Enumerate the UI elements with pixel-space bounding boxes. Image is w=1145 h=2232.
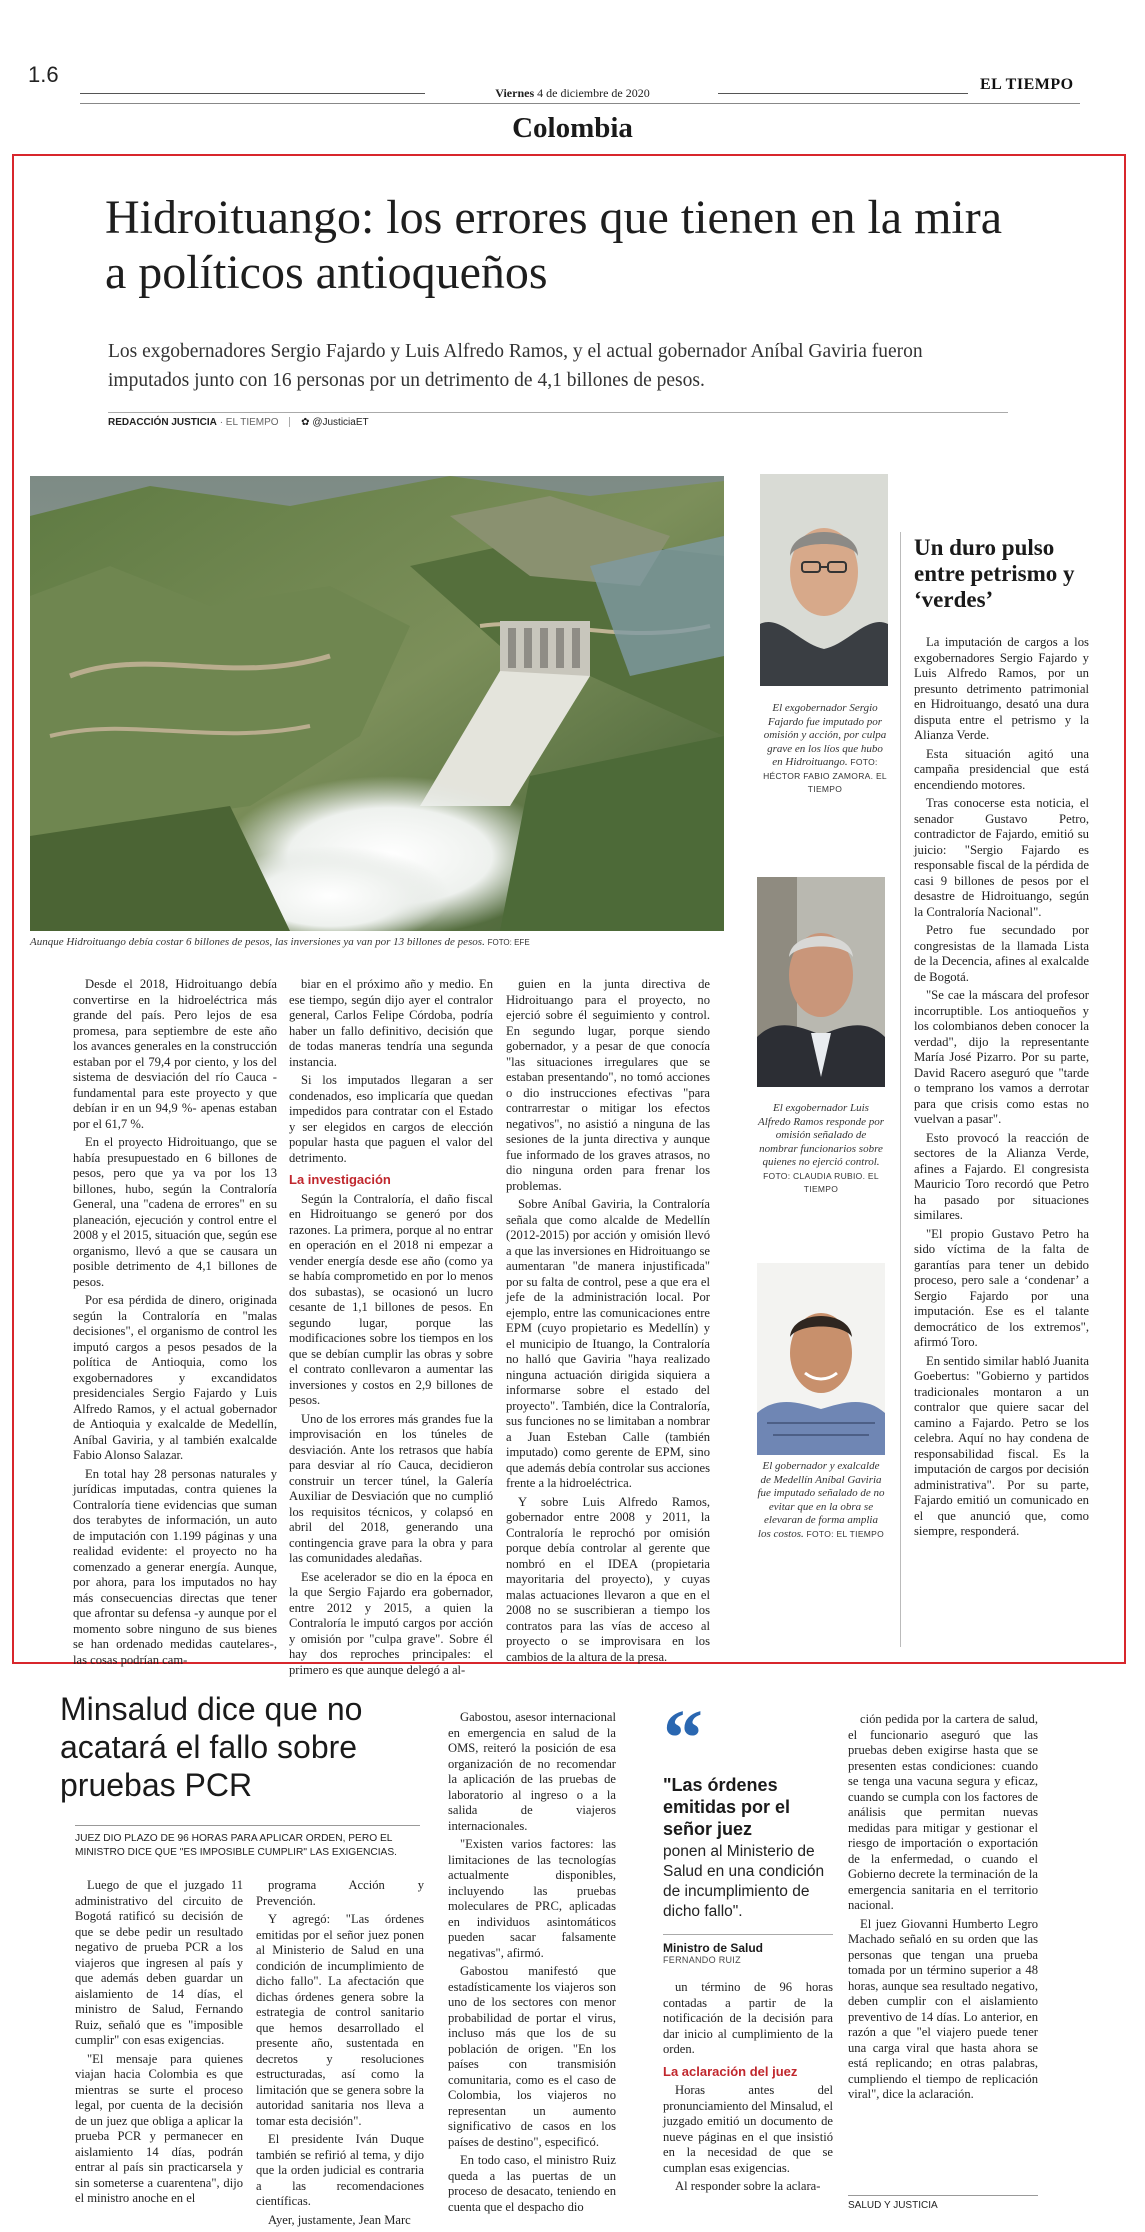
paragraph: Por esa pérdida de dinero, originada según la Contraloría en "malas decisiones", el organismo de control les imputó cargos a pesos pesados de la política de Antioquia, como los exgobernadores y excandidatos presidenciales Sergio Fajardo y Luis Alfredo Ramos, y el actual gobernador de Antioquia y exalcalde de Medellín, Aníbal Gaviria, y al también exalcalde Fabio Alonso Salazar. bbox=[73, 1293, 277, 1462]
paragraph: "El mensaje para quienes viajan hacia Colombia es que mientras se surte el proceso legal, por cuenta de la decisión de un juez que obliga a aplicar la prueba PCR y permanecer en aislamiento 14 días, podrán entrar al país sin practicarsela y sin someterse a cuarentena", dijo el ministro anoche en el bbox=[75, 2051, 243, 2205]
footer-rule bbox=[848, 2195, 1038, 2196]
portrait-ramos bbox=[757, 877, 885, 1087]
main-article-col-3 bbox=[506, 977, 710, 1668]
portrait-ramos-credit: FOTO: CLAUDIA RUBIO. EL TIEMPO bbox=[763, 1170, 879, 1194]
paragraph: "Se cae la máscara del profesor incorruptible. Los antioqueños y los colombianos deben conocer la verdad", dijo la representante María José Pizarro. Por su parte, David Racero aseguró que "tarde o temprano los vamos a derrotar para que crisis como estas no vuelvan a pasar". bbox=[914, 988, 1089, 1126]
pull-quote-rest: ponen al Ministerio de Salud en una condición de incumplimiento de dicho fallo". bbox=[663, 1843, 825, 1920]
paragraph: Según la Contraloría, el daño fiscal en Hidroituango se generó por dos razones. La primera, porque al no entrar en operación en el 2018 ni empezar a vender energía desde ese año (como ya se había comprometido en por lo menos dos subastas), se ocasionó un lucro cesante de 1,1 billones de pesos. En segundo lugar, porque las modificaciones sobre los tiempos en los que se debían cumplir las obras y sobre el contrato conllevaron a aumentar las inversiones y costos en 2,9 billones de pesos. bbox=[289, 1191, 493, 1407]
paragraph: Gabostou manifestó que estadísticamente los viajeros son uno de los sectores con menor probabilidad de portar el virus, incluso más que los de su población de origen. "En los países con transmisión comunitaria, como es el caso de Colombia, los viajeros no representan un aumento significativo de casos en los países de destino", especificó. bbox=[448, 1964, 616, 2149]
paragraph: Gabostou, asesor internacional en emergencia en salud de la OMS, reiteró la posición de esa organización de no recomendar la aplicación de las pruebas de laboratorio al ingreso o a la salida de viajeros internacionales. bbox=[448, 1710, 616, 1833]
main-headline: Hidroituango: los errores que tienen en la mira a políticos antioqueños bbox=[105, 191, 1003, 299]
quote-attribution: Ministro de Salud bbox=[663, 1941, 764, 1955]
paragraph: El juez Giovanni Humberto Legro Machado señaló en su orden que las personas que tengan una prueba tomada por un término superior a 48 horas, aunque sea resultado negativo, deben cumplir con el aislamiento preventivo de 14 días. Lo anterior, en razón a que "el viajero puede tener una carga viral que hasta ahora se está replicando; en otras palabras, cumpliendo el tiempo de replicación viral", dice la aclaración. bbox=[848, 1916, 1038, 2101]
paragraph: Esto provocó la reacción de sectores de la Alianza Verde, afines a Fajardo. El congresista Mauricio Toro recordó que Petro ha pasado por situaciones similares. bbox=[914, 1130, 1089, 1222]
paragraph: Luego de que el juzgado 11 administrativo del circuito de Bogotá ratificó su decisión de que se debe pedir un resultado negativo de prueba PCR a los viajeros que ingresen al país y que además deben guardar un aislamiento de 14 días, el ministro de Salud, Fernando Ruiz, señaló que es "imposible cumplir" con esas exigencias. bbox=[75, 1878, 243, 2047]
twitter-icon: ✿ bbox=[301, 417, 310, 428]
twitter-handle[interactable]: @JusticiaET bbox=[312, 417, 369, 428]
quote-name: FERNANDO RUIZ bbox=[663, 1955, 741, 1965]
paragraph: biar en el próximo año y medio. En ese tiempo, según dijo ayer el contralor general, Carlos Felipe Córdoba, podría haber un fallo definitivo, decisión que de todas maneras tendría una segunda instancia. bbox=[289, 977, 493, 1069]
header-rule-right bbox=[718, 93, 968, 94]
byline-rule bbox=[108, 412, 1008, 413]
sidebar-rule bbox=[900, 532, 901, 1647]
paragraph: Y agregó: "Las órdenes emitidas por el señor juez ponen al Ministerio de Salud en una condición de incumplimiento de dicho fallo". La afectación que dichas órdenes genera sobre la estrategia de control sanitario que hemos desarrollado el presente año, sustentada en decretos y resoluciones estructuradas, así como la limitación que se genera sobre la autoridad sanitaria nos lleva a tomar esta decisión". bbox=[256, 1912, 424, 2128]
paragraph: guien en la junta directiva de Hidroituango para el proyecto, no ejerció sobre él seguimiento y control. En segundo lugar, porque siendo gobernador, y a pesar de que conocía "las situaciones irregulares que se estaban presentando", no tomó acciones o dio instrucciones efectivas "para contrarrestar o mitigar los efectos negativos", no asistió a ninguna de las sesiones de la junta directiva y aunque fue informado de los graves atrasos, no dio ninguna orden para frenar los problemas. bbox=[506, 977, 710, 1193]
portrait-fajardo-credit: FOTO: HÉCTOR FABIO ZAMORA. EL TIEMPO bbox=[763, 757, 887, 794]
portrait-fajardo-caption bbox=[762, 702, 888, 797]
footer-section: SALUD Y JUSTICIA bbox=[848, 2200, 938, 2211]
byline bbox=[108, 417, 369, 428]
paragraph: "Existen varios factores: las limitaciones de las tecnologías actualmente disponibles, incluyendo las pruebas moleculares de PRC, aplicadas en individuos asintomáticos pueden sacar falsamente negativas", afirmó. bbox=[448, 1837, 616, 1960]
second-article-col-3 bbox=[448, 1710, 616, 2218]
brand-logo: EL TIEMPO bbox=[980, 76, 1074, 93]
main-photo-caption bbox=[30, 936, 730, 948]
paragraph: Uno de los errores más grandes fue la improvisación en los túneles de desviación. Ante los retrasos que había para desviar al río Cauca, decidieron construir un tercer túnel, la Galería Auxiliar de Desviación que no cumplió los requisitos técnicos, y colapsó en abril del 2018, generando una contingencia grave para la obra y para las comunidades aledañas. bbox=[289, 1411, 493, 1565]
subhead: La aclaración del juez bbox=[663, 2063, 798, 2079]
paragraph: En todo caso, el ministro Ruiz queda a las puertas de un proceso de desacato, teniendo en cuenta que el despacho dio bbox=[448, 2153, 616, 2214]
second-headline: Minsalud dice que no acatará el fallo sobre pruebas PCR bbox=[60, 1691, 363, 1803]
byline-outlet: · EL TIEMPO bbox=[219, 417, 279, 428]
main-article-col-1 bbox=[73, 977, 277, 1671]
section-title: Colombia bbox=[512, 112, 633, 144]
paragraph: Al responder sobre la aclara- bbox=[675, 2179, 821, 2193]
subhead: La investigación bbox=[289, 1172, 391, 1187]
pull-quote-bold: "Las órdenes emitidas por el señor juez bbox=[663, 1775, 791, 1839]
main-photo-caption-text: Aunque Hidroituango debía costar 6 billones de pesos, las inversiones ya van por 13 billones de pesos. bbox=[30, 936, 485, 948]
portrait-fajardo bbox=[760, 474, 888, 686]
portrait-ramos-caption bbox=[757, 1102, 885, 1197]
second-kicker-rule bbox=[75, 1825, 420, 1826]
paragraph: Si los imputados llegaran a ser condenados, eso implicaría que quedan impedidos para contratar con el Estado y ser elegidos en cargos de elección popular hasta que paguen el valor del detrimento. bbox=[289, 1073, 493, 1165]
portrait-gaviria-caption-text: El gobernador y exalcalde de Medellín Aníbal Gaviria fue imputado señalado de no evitar que en la obra se elevaran de forma amplia los costos. bbox=[757, 1460, 885, 1540]
issue-date-day: Viernes bbox=[495, 86, 535, 100]
issue-date bbox=[0, 86, 1145, 101]
byline-author: REDACCIÓN JUSTICIA bbox=[108, 417, 217, 428]
paragraph: La imputación de cargos a los exgobernadores Sergio Fajardo y Luis Alfredo Ramos, por un presunto detrimento patrimonial en Hidroituango, desató una dura disputa entre el petrismo y la Alianza Verde. bbox=[914, 635, 1089, 742]
paragraph: El presidente Iván Duque también se refirió al tema, y dijo que la orden judicial es contraria a las recomendaciones científicas. bbox=[256, 2132, 424, 2208]
paragraph: ción pedida por la cartera de salud, el funcionario aseguró que las pruebas deben exigirse hasta que se presenten estas condiciones: cuando se tenga una vacuna segura y eficaz, cuando se cumpla con los factores de análisis que permitan nuevas medidas para mitigar y gestionar el riesgo de importación o exportación de la enfermedad, o cuando el Gobierno decrete la terminación de la emergencia sanitaria en el territorio nacional. bbox=[848, 1712, 1038, 1912]
paragraph: Petro fue secundado por congresistas de la llamada Lista de la Decencia, afines al exalcalde de Bogotá. bbox=[914, 923, 1089, 984]
sidebar-title: Un duro pulso entre petrismo y ‘verdes’ bbox=[914, 535, 1075, 612]
paragraph: Ese acelerador se dio en la época en la que Sergio Fajardo era gobernador, entre 2012 y 2015, a quien la Contraloría le imputó cargos por acción y omisión por "culpa grave". Sobre él hay dos reproches principales: el primero es que aunque delegó a al- bbox=[289, 1569, 493, 1677]
paragraph: Sobre Aníbal Gaviria, la Contraloría señala que como alcalde de Medellín (2012-2015) por acción y omisión llevó a que las inversiones en Hidroituango se aumentaran "de manera injustificada" por su falta de control, pese a que era el jefe de la administración local. Por ejemplo, entre las comunicaciones entre EPM (cuyo propietario es Medellín) y el municipio de Ituango, la Contraloría no halló que Gaviria "haya realizado ninguna actuación dirigida siquiera a informarse sobre el estado del proyecto". También, dice la Contraloría, sus funciones no se limitaban a nombrar a Juan Esteban Calle (también imputado) como gerente de EPM, sino que además debía controlar sus acciones frente a la hidroeléctrica. bbox=[506, 1197, 710, 1490]
sidebar bbox=[914, 535, 1089, 1543]
pull-quote-box bbox=[663, 1695, 833, 1965]
paragraph: En total hay 28 personas naturales y jurídicas imputadas, contra quienes la Contraloría tiene evidencias que suman dos terabytes de información, un auto de imputación con 1.199 páginas y una realidad evidente: el proyecto no ha comenzado a generar energía. Aunque, por ahora, para los imputados no hay más consecuencias directas que tener que afrontar su defensa -y aunque por el momento sobre ninguno de sus bienes se han ordenado medidas cautelares-, las cosas podrían cam- bbox=[73, 1466, 277, 1667]
paragraph: un término de 96 horas contadas a partir de la notificación de la decisión para dar inicio al cumplimiento de la orden. bbox=[663, 1980, 833, 2056]
second-article-col-1 bbox=[75, 1878, 243, 2210]
paragraph: En sentido similar habló Juanita Goebertus: "Gobierno y partidos tradicionales montaron a un contralor que quiere sacar del camino a Fajardo. Petro se los celebra. Aquí no hay condena de responsabilidad fiscal. Es la imputación de cargos por decisión administrativa". Por su parte, Fajardo emitió un comunicado en el que anunció que, como siempre, responderá. bbox=[914, 1353, 1089, 1538]
portrait-ramos-caption-text: El exgobernador Luis Alfredo Ramos responde por omisión señalado de nombrar funcionarios sobre quienes no ejerció control. bbox=[758, 1102, 884, 1168]
main-deck: Los exgobernadores Sergio Fajardo y Luis Alfredo Ramos, y el actual gobernador Aníbal Gaviria fueron imputados junto con 16 personas por un detrimento de 4,1 billones de pesos. bbox=[108, 341, 923, 391]
paragraph: Ayer, justamente, Jean Marc bbox=[268, 2212, 411, 2227]
main-photo bbox=[30, 476, 724, 931]
paragraph: "El propio Gustavo Petro ha sido víctima de la falta de garantías para tener un debido proceso, pero sale a ‘condenar’ a Sergio Fajardo por una imputación. Ese es el talante democrático de los extremos", afirmó Toro. bbox=[914, 1226, 1089, 1349]
quote-icon: “ bbox=[663, 1695, 703, 1783]
issue-date-rest: 4 de diciembre de 2020 bbox=[537, 86, 650, 100]
paragraph: En el proyecto Hidroituango, que se había presupuestado en 6 billones de pesos, pero que ya va por los 13 billones, hubo, según la Contraloría General, una "cadena de errores" en su planeación, ejecución y control entre el 2008 y el 2015, situación que, según ese organismo, llevó a que se causara un posible detrimento de 4,1 billones de pesos. bbox=[73, 1135, 277, 1289]
portrait-gaviria-credit: FOTO: EL TIEMPO bbox=[806, 1528, 885, 1539]
main-photo-credit: FOTO: EFE bbox=[487, 938, 530, 947]
second-kicker: JUEZ DIO PLAZO DE 96 HORAS PARA APLICAR ORDEN, PERO EL MINISTRO DICE QUE "ES IMPOSIBLE CUMPLIR" LAS EXIGENCIAS. bbox=[75, 1833, 397, 1858]
paragraph: Y sobre Luis Alfredo Ramos, gobernador entre 2008 y 2011, la Contraloría le reprochó por omisión porque debía controlar al gerente que nombró en el IDEA (propietaria mayoritaria del proyecto), y cuyas malas actuaciones llevaron a que en el 2008 no se suscribieran a tiempo los contratos para las vías de acceso al proyecto o se improvisara en los cambios de la altura de la presa. bbox=[506, 1494, 710, 1664]
portrait-gaviria-caption bbox=[757, 1460, 885, 1541]
second-article-col-5 bbox=[848, 1712, 1038, 2106]
header-rule-full bbox=[80, 103, 1080, 104]
page-number: 1.6 bbox=[28, 62, 59, 87]
paragraph: Esta situación agitó una campaña presidencial que está encendiendo motores. bbox=[914, 746, 1089, 792]
paragraph: Horas antes del pronunciamiento del Minsalud, el juzgado emitió un documento de nueve páginas en el que insistió en la necesidad de que se cumplan esas exigencias. bbox=[663, 2083, 833, 2175]
sidebar-body bbox=[914, 635, 1089, 1540]
second-article-col-2 bbox=[256, 1878, 424, 2231]
second-article-col-4 bbox=[663, 1980, 833, 2198]
paragraph: Tras conocerse esta noticia, el senador Gustavo Petro, contradictor de Fajardo, emitió su juicio: "Sergio Fajardo es responsable fiscal de la pérdida de casi 9 billones de pesos por el desastre de Hidroituango, según la Contraloría Nacional". bbox=[914, 796, 1089, 919]
portrait-gaviria bbox=[757, 1263, 885, 1455]
paragraph: Desde el 2018, Hidroituango debía convertirse en la hidroeléctrica más grande del país. Pero lejos de esa promesa, para septiembre de este año los avances generales en la construcción estaban por el 79,4 por ciento, y los del sistema de desviación del río Cauca -fundamental para este proyecto y que debían ir en un 94,9 %- apenas estaban por el 61,7 %. bbox=[73, 977, 277, 1131]
portrait-fajardo-caption-text: El exgobernador Sergio Fajardo fue imputado por omisión y acción, por culpa grave en los líos que hubo en Hidroituango. bbox=[763, 702, 887, 768]
paragraph: programa Acción y Prevención. bbox=[256, 1878, 424, 1908]
main-article-col-2 bbox=[289, 977, 493, 1681]
